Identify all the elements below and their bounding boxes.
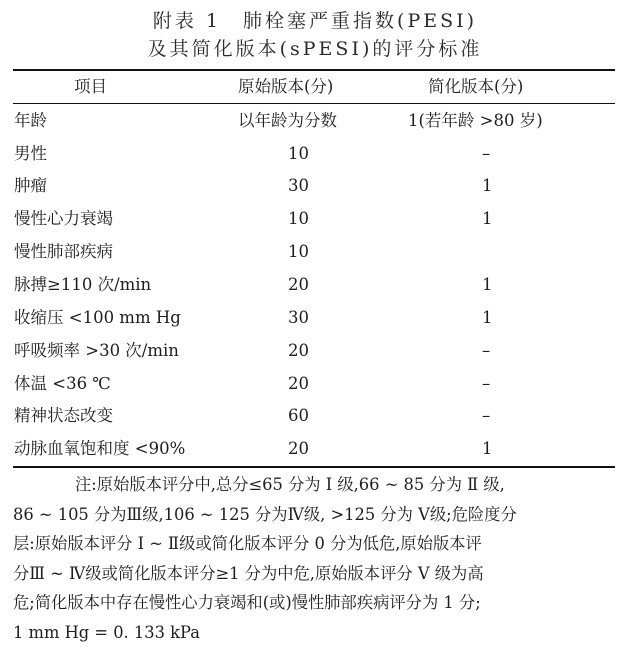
table-row	[0, 302, 630, 334]
row-original: 以年龄为分数	[238, 105, 337, 137]
row-item: 肿瘤	[14, 170, 47, 202]
row-item: 动脉血氧饱和度 <90%	[14, 433, 185, 465]
table-title-line-2: 及其简化版本(sPESI)的评分标准	[0, 34, 630, 61]
footnote-line: 分Ⅲ ~ Ⅳ级或简化版本评分≥1 分为中危,原始版本评分 Ⅴ 级为高	[13, 559, 618, 589]
row-original: 60	[288, 400, 309, 432]
row-simplified: 1	[482, 433, 493, 465]
row-original: 30	[288, 302, 309, 334]
row-simplified: –	[482, 335, 490, 367]
footnote-line: 86 ~ 105 分为Ⅲ级,106 ~ 125 分为Ⅳ级, >125 分为 Ⅴ级;危险度分	[13, 500, 618, 530]
row-item: 慢性肺部疾病	[14, 236, 113, 268]
row-simplified: –	[482, 368, 490, 400]
table-row	[0, 368, 630, 400]
row-item: 脉搏≥110 次/min	[14, 269, 151, 301]
header-simplified: 简化版本(分)	[428, 71, 523, 103]
table-row	[0, 105, 630, 137]
header-item: 项目	[74, 71, 107, 103]
row-original: 10	[288, 203, 309, 235]
row-item: 收缩压 <100 mm Hg	[14, 302, 181, 334]
table-row	[0, 400, 630, 432]
row-simplified: 1	[482, 302, 493, 334]
table-row	[0, 269, 630, 301]
row-simplified: –	[482, 400, 490, 432]
row-item: 男性	[14, 138, 47, 170]
footnote-line: 1 mm Hg = 0. 133 kPa	[13, 618, 618, 647]
table-header-row	[0, 71, 630, 103]
row-simplified: –	[482, 138, 490, 170]
footnote-line: 层:原始版本评分 Ⅰ ~ Ⅱ级或简化版本评分 0 分为低危,原始版本评	[13, 529, 618, 559]
header-original: 原始版本(分)	[238, 71, 333, 103]
row-original: 20	[288, 368, 309, 400]
row-simplified: 1(若年龄 >80 岁)	[408, 105, 543, 137]
row-item: 精神状态改变	[14, 400, 113, 432]
table-bottom-rule	[13, 466, 615, 468]
table-row	[0, 433, 630, 465]
table-footnote	[13, 470, 618, 647]
row-original: 30	[288, 170, 309, 202]
table-row	[0, 203, 630, 235]
table-row	[0, 335, 630, 367]
row-original: 20	[288, 269, 309, 301]
footnote-line: 注:原始版本评分中,总分≤65 分为 Ⅰ 级,66 ~ 85 分为 Ⅱ 级,	[13, 470, 618, 500]
row-original: 20	[288, 433, 309, 465]
table-row	[0, 138, 630, 170]
row-item: 呼吸频率 >30 次/min	[14, 335, 179, 367]
row-item: 体温 <36 ℃	[14, 368, 111, 400]
row-original: 20	[288, 335, 309, 367]
row-item: 慢性心力衰竭	[14, 203, 113, 235]
table-row	[0, 170, 630, 202]
footnote-line: 危;简化版本中存在慢性心力衰竭和(或)慢性肺部疾病评分为 1 分;	[13, 588, 618, 618]
table-header-rule	[13, 103, 615, 104]
table-row	[0, 236, 630, 268]
row-item: 年龄	[14, 105, 47, 137]
row-simplified: 1	[482, 269, 493, 301]
table-title-line-1: 附表 1 肺栓塞严重指数(PESI)	[0, 6, 630, 33]
row-original: 10	[288, 236, 309, 268]
row-simplified: 1	[482, 170, 493, 202]
row-simplified: 1	[482, 203, 493, 235]
row-original: 10	[288, 138, 309, 170]
